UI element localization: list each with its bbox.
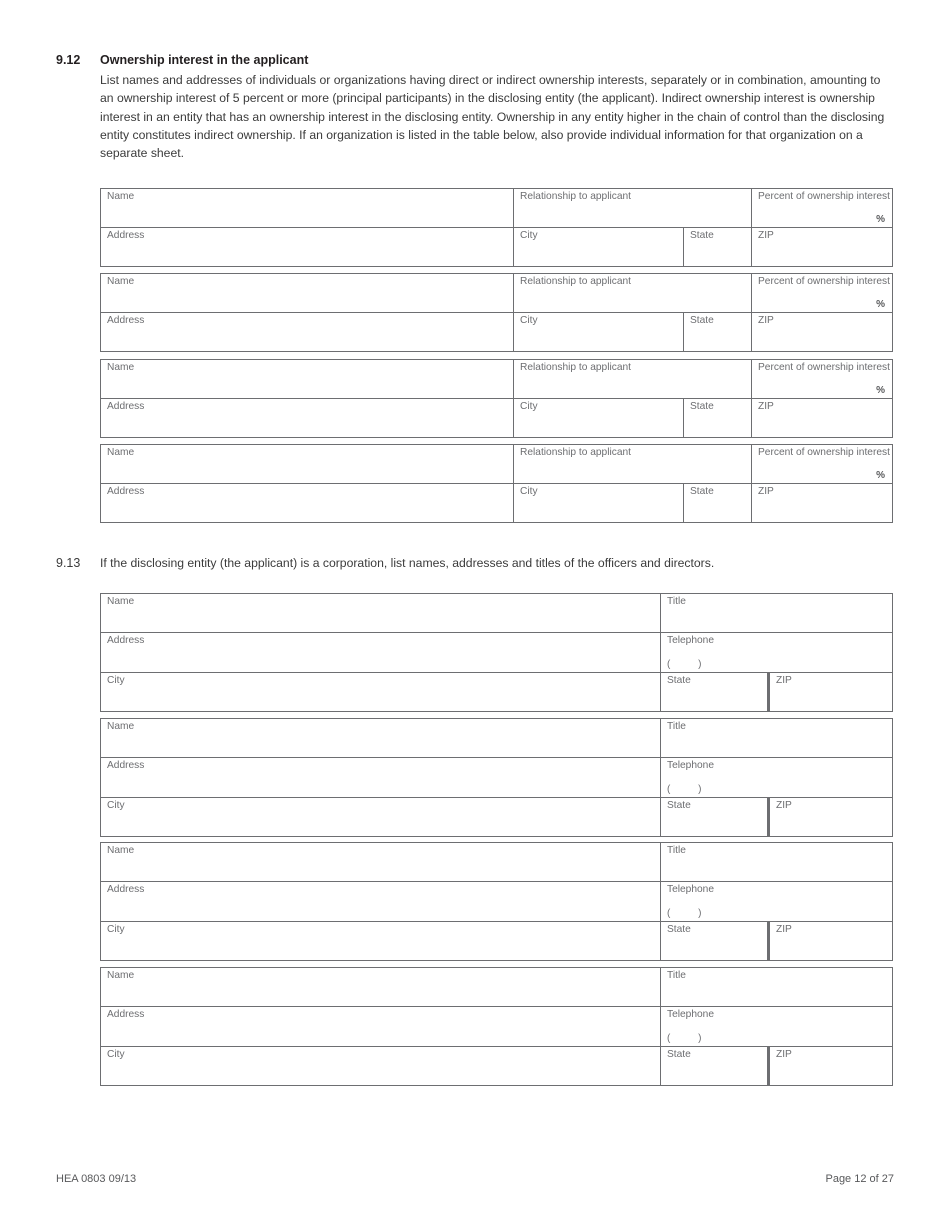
form-id: HEA 0803 09/13	[56, 1173, 137, 1185]
officer-address-field[interactable]	[101, 1007, 661, 1047]
officer-city-label: City	[107, 675, 125, 686]
owner-state-label: State	[690, 401, 714, 412]
officer-telephone-field[interactable]	[661, 633, 892, 673]
owner-city-field[interactable]	[514, 228, 684, 266]
percent-sign: %	[876, 385, 885, 396]
owner-percent-field[interactable]	[752, 189, 892, 228]
owner-address-label: Address	[107, 230, 145, 241]
officer-state-label: State	[667, 800, 691, 811]
officer-city-field[interactable]	[101, 1047, 661, 1085]
officer-table-3	[100, 842, 893, 961]
area-code-parens: ( )	[667, 908, 702, 919]
officer-city-label: City	[107, 1049, 125, 1060]
owner-name-label: Name	[107, 362, 135, 373]
officer-zip-field[interactable]	[768, 1047, 892, 1085]
section-body-912: List names and addresses of individuals or organizations having direct or indirect ownership interests, separately or in combination, amounting to an ownership interest of 5 percent or more (principal participants) in the disclosing entity (the applicant). Indirect ownership interest is ownership interest in an entity that has an ownership interest in the disclosing entity. Ownership in any entity higher in the chain of control than the disclosing entity constitutes indirect ownership. If an organization is listed in the table below, also provide individual information for that organization on a separate sheet.	[100, 73, 885, 161]
owner-address-field[interactable]	[101, 484, 514, 522]
owner-relationship-field[interactable]	[514, 189, 752, 228]
owner-city-label: City	[520, 401, 538, 412]
officer-city-field[interactable]	[101, 922, 661, 960]
officer-state-field[interactable]	[661, 1047, 768, 1085]
ownership-table-1	[100, 188, 893, 267]
officer-name-label: Name	[107, 721, 135, 732]
officer-title-label: Title	[667, 970, 686, 981]
owner-name-label: Name	[107, 447, 135, 458]
officer-state-label: State	[667, 924, 691, 935]
owner-zip-label: ZIP	[758, 315, 774, 326]
officer-address-field[interactable]	[101, 882, 661, 922]
officer-zip-label: ZIP	[776, 800, 792, 811]
owner-zip-field[interactable]	[752, 228, 892, 266]
officer-name-field[interactable]	[101, 719, 661, 758]
owner-zip-field[interactable]	[752, 313, 892, 351]
owner-relationship-label: Relationship to applicant	[520, 362, 632, 373]
owner-percent-field[interactable]	[752, 445, 892, 484]
page-number: Page 12 of 27	[825, 1173, 894, 1185]
owner-name-label: Name	[107, 276, 135, 287]
officer-zip-field[interactable]	[768, 922, 892, 960]
owner-percent-field[interactable]	[752, 274, 892, 313]
officer-zip-field[interactable]	[768, 798, 892, 836]
owner-relationship-field[interactable]	[514, 360, 752, 399]
owner-state-field[interactable]	[684, 399, 752, 437]
owner-city-field[interactable]	[514, 484, 684, 522]
officer-name-field[interactable]	[101, 968, 661, 1007]
percent-sign: %	[876, 299, 885, 310]
officer-address-label: Address	[107, 884, 145, 895]
owner-relationship-field[interactable]	[514, 274, 752, 313]
officer-title-label: Title	[667, 845, 686, 856]
officer-table-1	[100, 593, 893, 712]
owner-relationship-label: Relationship to applicant	[520, 276, 632, 287]
officer-state-field[interactable]	[661, 798, 768, 836]
owner-name-field[interactable]	[101, 274, 514, 313]
officer-name-field[interactable]	[101, 594, 661, 633]
owner-relationship-label: Relationship to applicant	[520, 191, 632, 202]
officer-zip-label: ZIP	[776, 924, 792, 935]
officer-title-label: Title	[667, 596, 686, 607]
owner-address-field[interactable]	[101, 399, 514, 437]
section-text-913: If the disclosing entity (the applicant) is a corporation, list names, addresses and titles of the officers and directors.	[100, 556, 715, 570]
owner-address-label: Address	[107, 401, 145, 412]
officer-state-field[interactable]	[661, 922, 768, 960]
owner-relationship-label: Relationship to applicant	[520, 447, 632, 458]
officer-city-field[interactable]	[101, 798, 661, 836]
owner-state-field[interactable]	[684, 228, 752, 266]
owner-address-label: Address	[107, 315, 145, 326]
owner-city-label: City	[520, 230, 538, 241]
owner-state-field[interactable]	[684, 313, 752, 351]
officer-name-label: Name	[107, 845, 135, 856]
officer-city-field[interactable]	[101, 673, 661, 711]
area-code-parens: ( )	[667, 784, 702, 795]
owner-city-label: City	[520, 486, 538, 497]
officer-address-field[interactable]	[101, 758, 661, 798]
area-code-parens: ( )	[667, 659, 702, 670]
officer-title-field[interactable]	[661, 968, 892, 1007]
officer-address-label: Address	[107, 760, 145, 771]
owner-zip-label: ZIP	[758, 401, 774, 412]
percent-sign: %	[876, 470, 885, 481]
section-title-912: Ownership interest in the applicant	[100, 53, 309, 67]
owner-percent-field[interactable]	[752, 360, 892, 399]
officer-telephone-label: Telephone	[667, 884, 715, 895]
officer-title-field[interactable]	[661, 843, 892, 882]
officer-title-field[interactable]	[661, 719, 892, 758]
owner-address-label: Address	[107, 486, 145, 497]
ownership-table-2	[100, 273, 893, 352]
officer-zip-label: ZIP	[776, 1049, 792, 1060]
officer-telephone-label: Telephone	[667, 635, 715, 646]
officer-telephone-field[interactable]	[661, 1007, 892, 1047]
owner-zip-label: ZIP	[758, 230, 774, 241]
officer-address-label: Address	[107, 635, 145, 646]
owner-state-label: State	[690, 230, 714, 241]
owner-name-field[interactable]	[101, 360, 514, 399]
owner-percent-label: Percent of ownership interest	[758, 191, 890, 202]
officer-table-4	[100, 967, 893, 1086]
officer-name-label: Name	[107, 970, 135, 981]
officer-table-2	[100, 718, 893, 837]
officer-telephone-label: Telephone	[667, 760, 715, 771]
officer-city-label: City	[107, 800, 125, 811]
owner-name-field[interactable]	[101, 189, 514, 228]
officer-state-label: State	[667, 675, 691, 686]
officer-name-field[interactable]	[101, 843, 661, 882]
owner-zip-field[interactable]	[752, 484, 892, 522]
owner-zip-field[interactable]	[752, 399, 892, 437]
officer-state-field[interactable]	[661, 673, 768, 711]
officer-address-field[interactable]	[101, 633, 661, 673]
percent-sign: %	[876, 214, 885, 225]
owner-percent-label: Percent of ownership interest	[758, 362, 890, 373]
owner-state-label: State	[690, 315, 714, 326]
section-number-913: 9.13	[56, 556, 81, 570]
owner-percent-label: Percent of ownership interest	[758, 276, 890, 287]
officer-city-label: City	[107, 924, 125, 935]
section-number-912: 9.12	[56, 53, 81, 67]
owner-name-field[interactable]	[101, 445, 514, 484]
officer-name-label: Name	[107, 596, 135, 607]
owner-city-field[interactable]	[514, 399, 684, 437]
officer-telephone-field[interactable]	[661, 882, 892, 922]
officer-telephone-label: Telephone	[667, 1009, 715, 1020]
officer-title-field[interactable]	[661, 594, 892, 633]
officer-telephone-field[interactable]	[661, 758, 892, 798]
owner-city-field[interactable]	[514, 313, 684, 351]
officer-state-label: State	[667, 1049, 691, 1060]
officer-zip-label: ZIP	[776, 675, 792, 686]
owner-relationship-field[interactable]	[514, 445, 752, 484]
owner-address-field[interactable]	[101, 228, 514, 266]
officer-title-label: Title	[667, 721, 686, 732]
owner-city-label: City	[520, 315, 538, 326]
owner-percent-label: Percent of ownership interest	[758, 447, 890, 458]
owner-address-field[interactable]	[101, 313, 514, 351]
owner-zip-label: ZIP	[758, 486, 774, 497]
ownership-table-3	[100, 359, 893, 438]
owner-state-field[interactable]	[684, 484, 752, 522]
owner-state-label: State	[690, 486, 714, 497]
owner-name-label: Name	[107, 191, 135, 202]
officer-address-label: Address	[107, 1009, 145, 1020]
ownership-table-4	[100, 444, 893, 523]
area-code-parens: ( )	[667, 1033, 702, 1044]
officer-zip-field[interactable]	[768, 673, 892, 711]
